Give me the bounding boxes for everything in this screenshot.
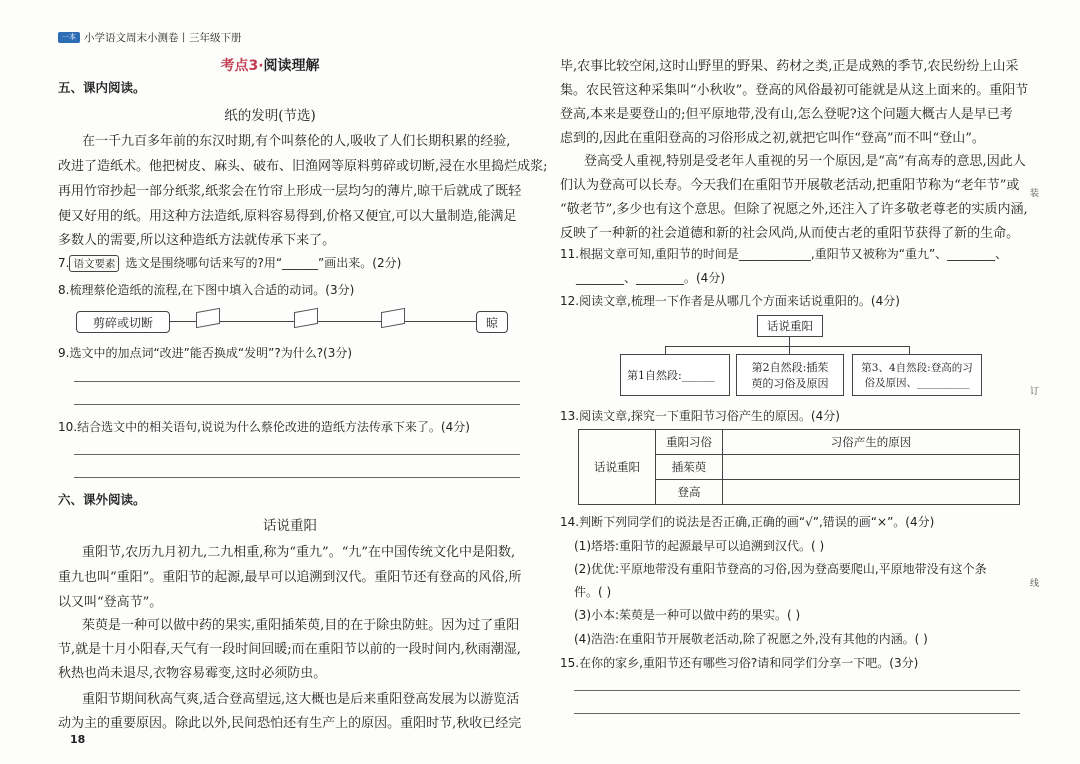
table-col-reason: 习俗产生的原因 <box>723 430 1020 455</box>
table-cell-custom: 插茱萸 <box>656 455 723 480</box>
part6-left-line-3: 以又叫“登高节”。 <box>58 595 163 610</box>
q14-item-2-cont[interactable]: 件。( ) <box>574 585 612 599</box>
q11-num: 11. <box>560 247 580 261</box>
q9-text: 选文中的加点词“改进”能否换成“发明”?为什么?(3分) <box>69 346 353 360</box>
part6-right-line-8: 反映了一种新的社会道德和新的社会风尚,从而使古老的重阳节获得了新的生命。 <box>560 226 1020 241</box>
table-cell-answer[interactable] <box>723 480 1020 505</box>
answer-line[interactable] <box>74 381 520 382</box>
q7-text: 选文是围绕哪句话来写的?用“______”画出来。(2分) <box>125 256 402 270</box>
part6-title: 话说重阳 <box>263 518 317 534</box>
section-prefix: 考点3· <box>220 58 264 74</box>
q14-item-4[interactable]: (4)浩浩:在重阳节开展敬老活动,除了祝愿之外,没有其他的内涵。( ) <box>574 632 928 646</box>
tree-connector <box>665 346 666 354</box>
tree-connector <box>789 336 790 346</box>
tree-root: 话说重阳 <box>757 315 823 337</box>
tree-connector <box>789 346 790 354</box>
table-cell-custom: 登高 <box>656 480 723 505</box>
tree-branch-3-line1: 第3、4自然段:登高的习 <box>861 362 973 374</box>
part6-right-line-7: “敬老节”,多少也有这个意思。但除了祝愿之外,还注入了许多敬老尊老的实质内涵, <box>560 202 1028 217</box>
flow-first-step: 剪碎或切断 <box>76 311 170 333</box>
q12-text: 阅读文章,梳理一下作者是从哪几个方面来话说重阳的。(4分) <box>579 294 900 308</box>
part5-line-3: 再用竹帘抄起一部分纸浆,纸浆会在竹帘上形成一层均匀的薄片,晾干后就成了既轻 <box>58 184 522 199</box>
flow-blank-2[interactable] <box>294 308 318 328</box>
q7-num: 7. <box>58 256 70 270</box>
page-header <box>58 30 242 44</box>
part5-line-2: 改进了造纸术。他把树皮、麻头、破布、旧渔网等原料剪碎或切断,浸在水里捣烂成浆; <box>58 159 548 174</box>
part6-heading: 六、课外阅读。 <box>58 492 146 507</box>
q14-num: 14. <box>560 515 580 529</box>
part6-right-line-5: 登高受人重视,特别是受老年人重视的另一个原因,是“高”有高寿的意思,因此人 <box>584 154 1026 169</box>
part6-left-line-6: 秋热也尚未退尽,衣物容易霉变,这时必须防虫。 <box>58 666 327 681</box>
part5-line-1: 在一千九百多年前的东汉时期,有个叫蔡伦的人,吸收了人们长期积累的经验, <box>82 134 511 149</box>
tree-branch-1[interactable]: 第1自然段:______ <box>620 354 730 396</box>
flow-blank-3[interactable] <box>381 308 405 328</box>
question-10 <box>58 418 470 435</box>
q15-text: 在你的家乡,重阳节还有哪些习俗?请和同学们分享一下吧。(3分) <box>579 656 919 670</box>
q14-item-2[interactable]: (2)优优:平原地带没有重阳节登高的习俗,因为登高要爬山,平原地带没有这个条 <box>574 562 987 576</box>
q10-num: 10. <box>58 420 78 434</box>
answer-line[interactable] <box>574 713 1020 714</box>
header-text: 小学语文周末小测卷丨三年级下册 <box>84 31 242 44</box>
page-number: 18 <box>70 733 86 746</box>
part6-left-line-8: 动为主的重要原因。除此以外,民间恐怕还有生产上的原因。重阳时节,秋收已经完 <box>58 716 522 731</box>
question-13 <box>560 407 840 424</box>
question-12 <box>560 292 900 309</box>
flow-last-step: 晾 <box>476 311 508 333</box>
tree-branch-2-line2: 萸的习俗及原因 <box>751 377 829 390</box>
q14-item-3[interactable]: (3)小本:茱萸是一种可以做中药的果实。( ) <box>574 608 801 622</box>
q8-text: 梳理蔡伦造纸的流程,在下图中填入合适的动词。(3分) <box>69 283 355 297</box>
part6-right-line-1: 毕,农事比较空闲,这时山野里的野果、药材之类,正是成熟的季节,农民纷纷上山采 <box>560 59 1019 74</box>
tree-branch-3[interactable] <box>852 354 982 396</box>
question-15 <box>560 654 918 671</box>
question-8 <box>58 281 354 298</box>
q13-num: 13. <box>560 409 580 423</box>
right-column <box>540 0 1080 764</box>
q13-text: 阅读文章,探究一下重阳节习俗产生的原因。(4分) <box>579 409 840 423</box>
flow-blank-1[interactable] <box>196 308 220 328</box>
table-cell-answer[interactable] <box>723 455 1020 480</box>
answer-line[interactable] <box>74 404 520 405</box>
table-col-custom: 重阳习俗 <box>656 430 723 455</box>
part5-line-5: 多数人的需要,所以这种造纸方法就传承下来了。 <box>58 233 336 248</box>
q12-num: 12. <box>560 294 580 308</box>
question-9 <box>58 344 352 361</box>
tree-connector <box>909 346 910 354</box>
q9-num: 9. <box>58 346 70 360</box>
question-11-line-1 <box>560 245 1007 262</box>
question-7 <box>58 254 401 272</box>
part6-left-line-5: 节,就是十月小阳春,天气有一段时间回暖;而在重阳节以前的一段时间内,秋雨潮湿, <box>58 642 521 657</box>
binding-mark: 线 <box>1030 579 1040 589</box>
part6-right-line-6: 们认为登高可以长寿。今天我们在重阳节开展敬老活动,把重阳节称为“老年节”或 <box>560 178 1020 193</box>
part6-right-line-3: 登高,本来是要登山的;但平原地带,没有山,怎么登呢?这个问题大概古人是早已考 <box>560 107 1013 122</box>
part6-left-line-4: 茱萸是一种可以做中药的果实,重阳插茱萸,目的在于除虫防蛀。因为过了重阳 <box>82 618 520 633</box>
q15-num: 15. <box>560 656 580 670</box>
answer-line[interactable] <box>74 454 520 455</box>
brand-logo: 一本 <box>58 32 80 43</box>
q11-line1: 根据文章可知,重阳节的时间是____________,重阳节又被称为“重九”、________、 <box>579 247 1008 261</box>
answer-line[interactable] <box>574 690 1020 691</box>
part5-title: 纸的发明(节选) <box>224 108 316 124</box>
q14-text: 判断下列同学们的说法是否正确,正确的画“√”,错误的画“×”。(4分) <box>579 515 935 529</box>
part6-left-line-1: 重阳节,农历九月初九,二九相重,称为“重九”。“九”在中国传统文化中是阳数, <box>82 545 516 560</box>
q10-text: 结合选文中的相关语句,说说为什么蔡伦改进的造纸方法传承下来了。(4分) <box>77 420 470 434</box>
binding-mark: 订 <box>1030 387 1040 397</box>
q14-item-1[interactable]: (1)塔塔:重阳节的起源最早可以追溯到汉代。( ) <box>574 539 825 553</box>
section-name: 阅读理解 <box>263 58 320 74</box>
tree-branch-2 <box>736 354 844 396</box>
tree-branch-2-line1: 第2自然段:插茱 <box>751 361 829 374</box>
papermaking-flow <box>76 308 521 334</box>
custom-origin-table <box>578 429 1020 505</box>
part5-heading: 五、课内阅读。 <box>58 80 146 95</box>
section-title <box>0 55 540 75</box>
question-14 <box>560 513 934 530</box>
part6-left-line-2: 重九也叫“重阳”。重阳节的起源,最早可以追溯到汉代。重阳节还有登高的风俗,所 <box>58 570 522 585</box>
q7-tag: 语文要素 <box>69 255 119 272</box>
tree-branch-3-line2: 俗及原因、__________ <box>864 377 970 389</box>
q8-num: 8. <box>58 283 70 297</box>
part6-left-line-7: 重阳节期间秋高气爽,适合登高望远,这大概也是后来重阳登高发展为以游览活 <box>82 692 520 707</box>
answer-line[interactable] <box>74 477 520 478</box>
part6-right-line-2: 集。农民管这种采集叫“小秋收”。登高的风俗最初可能就是从这上面来的。重阳节 <box>560 83 1029 98</box>
binding-mark: 装 <box>1030 189 1040 199</box>
part5-line-4: 便又好用的纸。用这种方法造纸,原料容易得到,价格又便宜,可以大量制造,能满足 <box>58 209 517 224</box>
tree-connector <box>665 346 909 347</box>
table-row-header: 话说重阳 <box>579 430 656 505</box>
question-11-line-2: ________、________。(4分) <box>576 271 725 285</box>
part6-right-line-4: 虑到的,因此在重阳登高的习俗形成之初,就把它叫作“登高”而不叫“登山”。 <box>560 131 985 146</box>
